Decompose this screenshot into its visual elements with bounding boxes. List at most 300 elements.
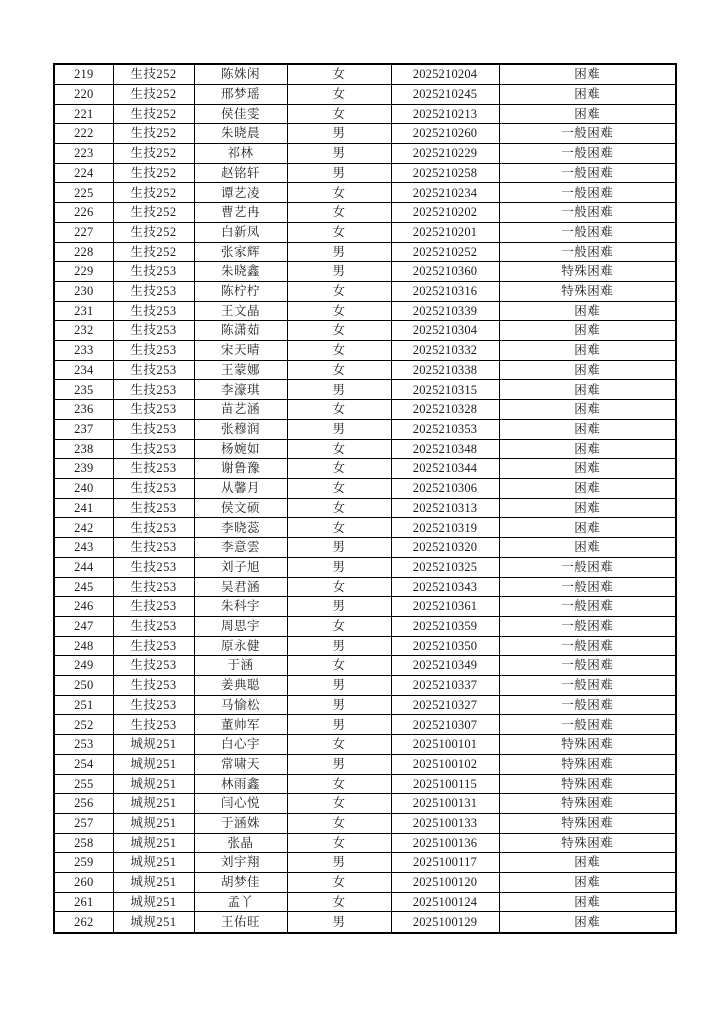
student-name: 谭艺凌 (194, 183, 287, 203)
table-row (54, 84, 676, 104)
table-row (54, 380, 676, 400)
row-index: 226 (54, 203, 113, 223)
gender: 女 (287, 498, 391, 518)
row-index: 243 (54, 538, 113, 558)
difficulty-status: 一般困难 (499, 242, 676, 262)
difficulty-status: 困难 (499, 518, 676, 538)
table-row (54, 341, 676, 361)
gender: 女 (287, 873, 391, 893)
row-index: 249 (54, 656, 113, 676)
student-id: 2025210350 (391, 636, 499, 656)
table-row (54, 656, 676, 676)
gender: 男 (287, 163, 391, 183)
class-name: 生技252 (113, 124, 194, 144)
class-name: 生技253 (113, 459, 194, 479)
table-row (54, 794, 676, 814)
class-name: 城规251 (113, 853, 194, 873)
row-index: 228 (54, 242, 113, 262)
class-name: 生技253 (113, 301, 194, 321)
table-row (54, 715, 676, 735)
gender: 女 (287, 577, 391, 597)
student-id: 2025210252 (391, 242, 499, 262)
table-row (54, 735, 676, 755)
student-id: 2025210361 (391, 597, 499, 617)
student-id: 2025100129 (391, 912, 499, 933)
row-index: 262 (54, 912, 113, 933)
class-name: 生技253 (113, 676, 194, 696)
class-name: 城规251 (113, 833, 194, 853)
student-id: 2025210348 (391, 439, 499, 459)
difficulty-status: 一般困难 (499, 695, 676, 715)
difficulty-status: 困难 (499, 419, 676, 439)
student-name: 胡梦佳 (194, 873, 287, 893)
row-index: 231 (54, 301, 113, 321)
gender: 男 (287, 715, 391, 735)
class-name: 城规251 (113, 892, 194, 912)
student-id: 2025210202 (391, 203, 499, 223)
row-index: 250 (54, 676, 113, 696)
table-row (54, 281, 676, 301)
class-name: 生技253 (113, 715, 194, 735)
student-id: 2025100101 (391, 735, 499, 755)
table-row (54, 518, 676, 538)
table-row (54, 203, 676, 223)
class-name: 生技252 (113, 203, 194, 223)
row-index: 221 (54, 104, 113, 124)
gender: 女 (287, 616, 391, 636)
gender: 女 (287, 479, 391, 499)
row-index: 254 (54, 754, 113, 774)
table-row (54, 400, 676, 420)
gender: 女 (287, 813, 391, 833)
student-id: 2025210234 (391, 183, 499, 203)
row-index: 227 (54, 222, 113, 242)
student-id: 2025210307 (391, 715, 499, 735)
gender: 女 (287, 301, 391, 321)
student-name: 刘子旭 (194, 557, 287, 577)
gender: 女 (287, 518, 391, 538)
student-id: 2025210258 (391, 163, 499, 183)
difficulty-status: 特殊困难 (499, 833, 676, 853)
gender: 男 (287, 597, 391, 617)
student-id: 2025210229 (391, 144, 499, 164)
class-name: 生技252 (113, 242, 194, 262)
row-index: 219 (54, 64, 113, 84)
gender: 女 (287, 892, 391, 912)
class-name: 生技253 (113, 636, 194, 656)
table-row (54, 183, 676, 203)
table-row (54, 538, 676, 558)
table-row (54, 459, 676, 479)
gender: 女 (287, 794, 391, 814)
student-id: 2025210316 (391, 281, 499, 301)
class-name: 城规251 (113, 735, 194, 755)
student-name: 侯文硕 (194, 498, 287, 518)
table-row (54, 419, 676, 439)
student-name: 陈柠柠 (194, 281, 287, 301)
difficulty-status: 一般困难 (499, 597, 676, 617)
class-name: 生技253 (113, 262, 194, 282)
student-id: 2025210328 (391, 400, 499, 420)
row-index: 252 (54, 715, 113, 735)
student-id: 2025210313 (391, 498, 499, 518)
student-id: 2025210320 (391, 538, 499, 558)
table-row (54, 557, 676, 577)
difficulty-status: 困难 (499, 301, 676, 321)
gender: 男 (287, 419, 391, 439)
student-id: 2025210325 (391, 557, 499, 577)
student-id: 2025210245 (391, 84, 499, 104)
difficulty-status: 困难 (499, 400, 676, 420)
student-name: 李意雲 (194, 538, 287, 558)
gender: 男 (287, 124, 391, 144)
student-name: 马愉松 (194, 695, 287, 715)
class-name: 生技253 (113, 557, 194, 577)
row-index: 251 (54, 695, 113, 715)
row-index: 225 (54, 183, 113, 203)
gender: 女 (287, 360, 391, 380)
difficulty-status: 困难 (499, 341, 676, 361)
row-index: 220 (54, 84, 113, 104)
row-index: 247 (54, 616, 113, 636)
student-name: 杨婉如 (194, 439, 287, 459)
gender: 男 (287, 557, 391, 577)
gender: 女 (287, 341, 391, 361)
student-name: 于涵 (194, 656, 287, 676)
row-index: 246 (54, 597, 113, 617)
difficulty-status: 困难 (499, 380, 676, 400)
gender: 男 (287, 538, 391, 558)
student-name: 白心宇 (194, 735, 287, 755)
table-row (54, 498, 676, 518)
student-id: 2025210337 (391, 676, 499, 696)
gender: 女 (287, 222, 391, 242)
table-row (54, 853, 676, 873)
student-name: 于涵姝 (194, 813, 287, 833)
class-name: 生技253 (113, 281, 194, 301)
class-name: 生技253 (113, 321, 194, 341)
row-index: 224 (54, 163, 113, 183)
student-id: 2025100115 (391, 774, 499, 794)
difficulty-status: 特殊困难 (499, 754, 676, 774)
gender: 男 (287, 695, 391, 715)
gender: 女 (287, 321, 391, 341)
table-row (54, 813, 676, 833)
class-name: 生技253 (113, 419, 194, 439)
student-name: 董帅军 (194, 715, 287, 735)
student-name: 张晶 (194, 833, 287, 853)
student-name: 赵铭轩 (194, 163, 287, 183)
student-id: 2025100136 (391, 833, 499, 853)
table-row (54, 439, 676, 459)
student-name: 常啸天 (194, 754, 287, 774)
row-index: 241 (54, 498, 113, 518)
gender: 女 (287, 735, 391, 755)
table-row (54, 774, 676, 794)
gender: 女 (287, 459, 391, 479)
difficulty-status: 一般困难 (499, 557, 676, 577)
class-name: 城规251 (113, 794, 194, 814)
difficulty-status: 一般困难 (499, 616, 676, 636)
difficulty-status: 特殊困难 (499, 794, 676, 814)
row-index: 237 (54, 419, 113, 439)
class-name: 生技253 (113, 538, 194, 558)
student-name: 陈姝闲 (194, 64, 287, 84)
student-name: 王蒙娜 (194, 360, 287, 380)
student-id: 2025210213 (391, 104, 499, 124)
class-name: 生技252 (113, 163, 194, 183)
row-index: 244 (54, 557, 113, 577)
difficulty-status: 困难 (499, 84, 676, 104)
difficulty-status: 困难 (499, 104, 676, 124)
gender: 女 (287, 104, 391, 124)
row-index: 255 (54, 774, 113, 794)
row-index: 261 (54, 892, 113, 912)
class-name: 生技253 (113, 577, 194, 597)
student-table-body (54, 64, 676, 933)
difficulty-status: 特殊困难 (499, 281, 676, 301)
row-index: 260 (54, 873, 113, 893)
difficulty-status: 一般困难 (499, 222, 676, 242)
class-name: 生技253 (113, 380, 194, 400)
student-name: 原永健 (194, 636, 287, 656)
student-name: 从馨月 (194, 479, 287, 499)
table-row (54, 892, 676, 912)
difficulty-status: 一般困难 (499, 636, 676, 656)
student-name: 孟丫 (194, 892, 287, 912)
student-name: 闫心悦 (194, 794, 287, 814)
gender: 女 (287, 84, 391, 104)
row-index: 258 (54, 833, 113, 853)
student-name: 朱晓晨 (194, 124, 287, 144)
class-name: 生技253 (113, 479, 194, 499)
difficulty-status: 困难 (499, 321, 676, 341)
table-row (54, 222, 676, 242)
row-index: 232 (54, 321, 113, 341)
student-id: 2025210327 (391, 695, 499, 715)
difficulty-status: 一般困难 (499, 183, 676, 203)
student-id: 2025100133 (391, 813, 499, 833)
table-row (54, 873, 676, 893)
difficulty-status: 一般困难 (499, 656, 676, 676)
table-row (54, 262, 676, 282)
difficulty-status: 困难 (499, 479, 676, 499)
student-name: 白新凤 (194, 222, 287, 242)
table-row (54, 616, 676, 636)
table-row (54, 301, 676, 321)
gender: 男 (287, 380, 391, 400)
student-name: 李晓蕊 (194, 518, 287, 538)
student-id: 2025210315 (391, 380, 499, 400)
student-name: 王文晶 (194, 301, 287, 321)
difficulty-status: 困难 (499, 912, 676, 933)
student-id: 2025210319 (391, 518, 499, 538)
gender: 男 (287, 676, 391, 696)
difficulty-status: 一般困难 (499, 124, 676, 144)
row-index: 230 (54, 281, 113, 301)
class-name: 城规251 (113, 754, 194, 774)
student-id: 2025210201 (391, 222, 499, 242)
gender: 女 (287, 656, 391, 676)
gender: 女 (287, 64, 391, 84)
table-row (54, 695, 676, 715)
difficulty-status: 困难 (499, 873, 676, 893)
gender: 女 (287, 833, 391, 853)
student-id: 2025210343 (391, 577, 499, 597)
student-id: 2025100124 (391, 892, 499, 912)
table-row (54, 676, 676, 696)
student-id: 2025210353 (391, 419, 499, 439)
difficulty-status: 困难 (499, 360, 676, 380)
class-name: 生技253 (113, 597, 194, 617)
student-name: 侯佳雯 (194, 104, 287, 124)
table-row (54, 104, 676, 124)
table-row (54, 636, 676, 656)
table-row (54, 577, 676, 597)
class-name: 生技252 (113, 222, 194, 242)
row-index: 257 (54, 813, 113, 833)
student-name: 张家辉 (194, 242, 287, 262)
gender: 男 (287, 754, 391, 774)
student-id: 2025210339 (391, 301, 499, 321)
row-index: 234 (54, 360, 113, 380)
student-name: 张穆润 (194, 419, 287, 439)
student-name: 姜典聪 (194, 676, 287, 696)
student-name: 曹艺冉 (194, 203, 287, 223)
difficulty-status: 特殊困难 (499, 735, 676, 755)
table-row (54, 360, 676, 380)
gender: 女 (287, 400, 391, 420)
row-index: 240 (54, 479, 113, 499)
gender: 男 (287, 242, 391, 262)
difficulty-status: 一般困难 (499, 163, 676, 183)
student-id: 2025100117 (391, 853, 499, 873)
difficulty-status: 困难 (499, 439, 676, 459)
gender: 女 (287, 203, 391, 223)
gender: 女 (287, 774, 391, 794)
row-index: 229 (54, 262, 113, 282)
student-name: 林雨鑫 (194, 774, 287, 794)
difficulty-status: 困难 (499, 538, 676, 558)
row-index: 256 (54, 794, 113, 814)
class-name: 生技253 (113, 695, 194, 715)
table-row (54, 144, 676, 164)
difficulty-status: 特殊困难 (499, 262, 676, 282)
table-row (54, 242, 676, 262)
student-id: 2025210359 (391, 616, 499, 636)
student-name: 吴君涵 (194, 577, 287, 597)
gender: 女 (287, 183, 391, 203)
row-index: 253 (54, 735, 113, 755)
gender: 男 (287, 853, 391, 873)
class-name: 城规251 (113, 813, 194, 833)
class-name: 生技253 (113, 498, 194, 518)
difficulty-status: 困难 (499, 853, 676, 873)
row-index: 259 (54, 853, 113, 873)
student-id: 2025210306 (391, 479, 499, 499)
table-row (54, 321, 676, 341)
row-index: 239 (54, 459, 113, 479)
class-name: 城规251 (113, 912, 194, 933)
table-row (54, 124, 676, 144)
difficulty-status: 困难 (499, 64, 676, 84)
student-name: 王佑旺 (194, 912, 287, 933)
difficulty-status: 一般困难 (499, 676, 676, 696)
student-id: 2025210338 (391, 360, 499, 380)
class-name: 生技253 (113, 518, 194, 538)
table-row (54, 64, 676, 84)
student-name: 周思宇 (194, 616, 287, 636)
student-name: 朱晓鑫 (194, 262, 287, 282)
table-row (54, 479, 676, 499)
class-name: 生技253 (113, 341, 194, 361)
student-name: 谢鲁豫 (194, 459, 287, 479)
table-row (54, 833, 676, 853)
class-name: 生技253 (113, 360, 194, 380)
class-name: 生技252 (113, 104, 194, 124)
student-name: 苗艺涵 (194, 400, 287, 420)
student-id: 2025210344 (391, 459, 499, 479)
student-id: 2025210360 (391, 262, 499, 282)
class-name: 生技252 (113, 144, 194, 164)
gender: 男 (287, 636, 391, 656)
row-index: 235 (54, 380, 113, 400)
class-name: 城规251 (113, 774, 194, 794)
difficulty-status: 一般困难 (499, 203, 676, 223)
student-id: 2025210349 (391, 656, 499, 676)
class-name: 生技253 (113, 400, 194, 420)
row-index: 222 (54, 124, 113, 144)
student-name: 邢梦瑶 (194, 84, 287, 104)
student-name: 陈潇茹 (194, 321, 287, 341)
table-row (54, 597, 676, 617)
table-row (54, 163, 676, 183)
student-id: 2025210332 (391, 341, 499, 361)
row-index: 248 (54, 636, 113, 656)
gender: 女 (287, 281, 391, 301)
difficulty-status: 困难 (499, 498, 676, 518)
difficulty-status: 困难 (499, 459, 676, 479)
row-index: 245 (54, 577, 113, 597)
student-roster-table (53, 63, 677, 934)
row-index: 238 (54, 439, 113, 459)
student-name: 刘宇翔 (194, 853, 287, 873)
student-name: 朱科宇 (194, 597, 287, 617)
difficulty-status: 一般困难 (499, 577, 676, 597)
table-row (54, 754, 676, 774)
difficulty-status: 特殊困难 (499, 813, 676, 833)
student-id: 2025100131 (391, 794, 499, 814)
gender: 男 (287, 912, 391, 933)
row-index: 242 (54, 518, 113, 538)
class-name: 生技252 (113, 84, 194, 104)
row-index: 236 (54, 400, 113, 420)
gender: 男 (287, 262, 391, 282)
difficulty-status: 特殊困难 (499, 774, 676, 794)
student-id: 2025210304 (391, 321, 499, 341)
class-name: 生技253 (113, 656, 194, 676)
student-id: 2025210260 (391, 124, 499, 144)
class-name: 生技252 (113, 183, 194, 203)
difficulty-status: 困难 (499, 892, 676, 912)
class-name: 城规251 (113, 873, 194, 893)
difficulty-status: 一般困难 (499, 144, 676, 164)
gender: 男 (287, 144, 391, 164)
class-name: 生技253 (113, 616, 194, 636)
row-index: 223 (54, 144, 113, 164)
student-name: 宋天晴 (194, 341, 287, 361)
student-id: 2025100120 (391, 873, 499, 893)
